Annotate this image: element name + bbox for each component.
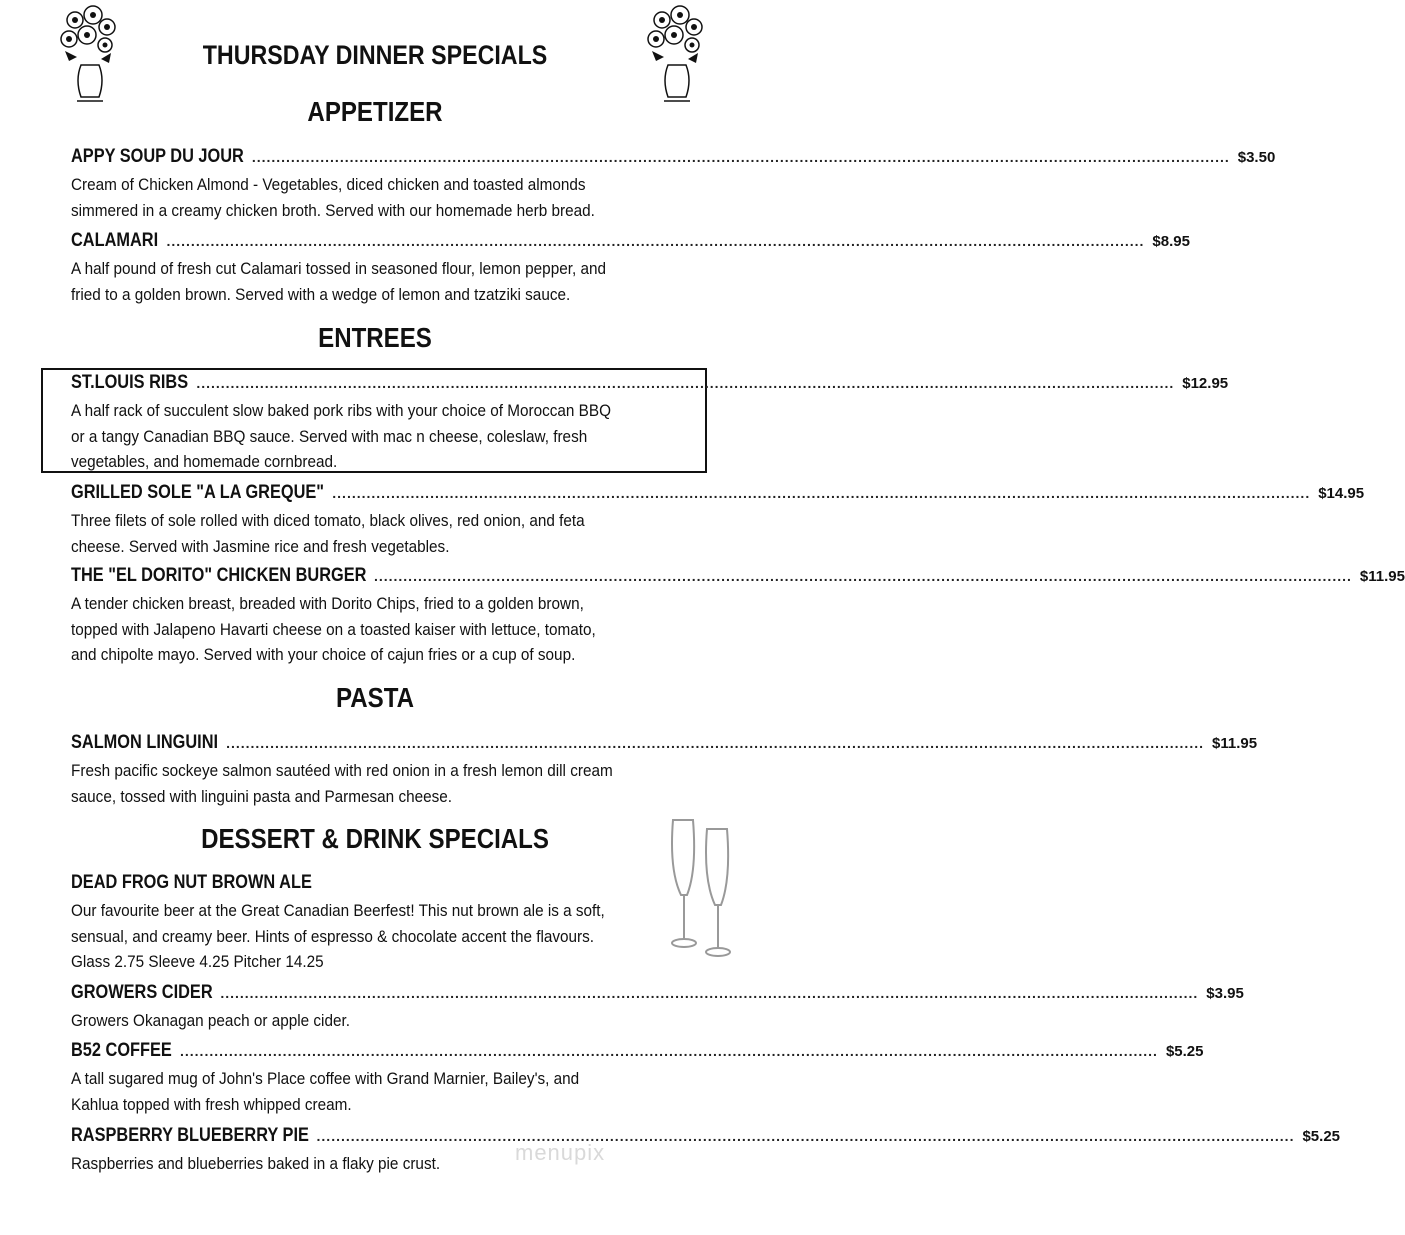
menu-item-name: DEAD FROG NUT BROWN ALE [71, 872, 312, 893]
dot-leader: ........................................................................................................................................................................................................ [332, 485, 1311, 501]
dot-leader: ........................................................................................................................................................................................................ [180, 1043, 1158, 1059]
description-line: sauce, tossed with linguini pasta and Parmesan cheese. [71, 786, 453, 806]
description-line: Growers Okanagan peach or apple cider. [71, 1011, 350, 1030]
menu-item-description [71, 898, 671, 975]
menu-item-name: GRILLED SOLE "A LA GREQUE" [71, 482, 325, 503]
menu-item-name: THE "EL DORITO" CHICKEN BURGER [71, 565, 367, 586]
description-line: A half rack of succulent slow baked pork ribs with your choice of Moroccan BBQ [71, 401, 611, 420]
description-line: Cream of Chicken Almond - Vegetables, diced chicken and toasted almonds [71, 175, 586, 194]
description-line: Our favourite beer at the Great Canadian Beerfest! This nut brown ale is a soft, [71, 901, 605, 920]
description-line: A tender chicken breast, breaded with Dorito Chips, fried to a golden brown, [71, 594, 584, 613]
menu-item-header [71, 1125, 1341, 1151]
menu-item-description [71, 1008, 671, 1034]
menu-item-description [71, 256, 671, 307]
description-line: Fresh pacific sockeye salmon sautéed with red onion in a fresh lemon dill cream [71, 761, 613, 780]
menu-item-description [71, 758, 671, 809]
menu-item-description [71, 508, 671, 559]
dot-leader: ........................................................................................................................................................................................................ [316, 1128, 1295, 1144]
dot-leader: ........................................................................................................................................................................................................ [373, 568, 1352, 584]
menu-item [71, 372, 1229, 475]
menu-item-name: B52 COFFEE [71, 1040, 172, 1061]
menu-item-price: $8.95 [1152, 233, 1190, 250]
menu-item-name: ST.LOUIS RIBS [71, 372, 189, 393]
description-line: Three filets of sole rolled with diced tomato, black olives, red onion, and feta [71, 511, 585, 530]
menu-item [71, 872, 711, 975]
menu-item-name: CALAMARI [71, 230, 159, 251]
menu-item [71, 982, 1244, 1034]
menu-item-header [71, 230, 1190, 256]
menu-item-header [71, 482, 1365, 508]
description-line: vegetables, and homemade cornbread. [71, 452, 338, 471]
menu-item [71, 1040, 1204, 1117]
description-line: and chipolte mayo. Served with your choice of cajun fries or a cup of soup. [71, 645, 576, 664]
section-heading-dessert-drink-specials: DESSERT & DRINK SPECIALS [201, 823, 549, 854]
menu-item-header [71, 565, 1405, 591]
menu-item-price: $12.95 [1182, 375, 1229, 392]
dot-leader: ........................................................................................................................................................................................................ [220, 985, 1199, 1001]
menu-item-description [71, 172, 671, 223]
menu-item [71, 146, 1276, 223]
menu-item-description [71, 398, 671, 475]
description-line: cheese. Served with Jasmine rice and fresh vegetables. [71, 536, 450, 556]
menu-item-price: $5.25 [1302, 1128, 1341, 1145]
description-line: A half pound of fresh cut Calamari tossed in seasoned flour, lemon pepper, and [71, 259, 606, 278]
menu-item-name: SALMON LINGUINI [71, 732, 219, 753]
menu-item-description [71, 591, 671, 668]
menu-item [71, 230, 1190, 307]
menu-item-price: $11.95 [1212, 735, 1258, 752]
watermark: menupix [515, 1140, 606, 1165]
menu-item [71, 732, 1258, 809]
menu-item-price: $3.95 [1206, 985, 1244, 1002]
menu-item-price: $3.50 [1237, 149, 1276, 166]
menu-item-name: GROWERS CIDER [71, 982, 213, 1003]
menu-item-header [71, 372, 1229, 398]
menu-item-header [71, 872, 711, 898]
description-line: or a tangy Canadian BBQ sauce. Served with mac n cheese, coleslaw, fresh [71, 426, 588, 446]
description-line: Glass 2.75 Sleeve 4.25 Pitcher 14.25 [71, 952, 324, 971]
description-line: Raspberries and blueberries baked in a flaky pie crust. [71, 1154, 441, 1173]
menu-item [71, 1125, 1341, 1177]
description-line: simmered in a creamy chicken broth. Served with our homemade herb bread. [71, 200, 595, 220]
menu-item [71, 482, 1365, 559]
dot-leader: ........................................................................................................................................................................................................ [166, 233, 1145, 249]
menu-item [71, 565, 1405, 668]
menu-item-name: APPY SOUP DU JOUR [71, 146, 244, 167]
description-line: sensual, and creamy beer. Hints of espresso & chocolate accent the flavours. [71, 926, 595, 946]
menu-item-name: RASPBERRY BLUEBERRY PIE [71, 1125, 309, 1146]
dot-leader: ........................................................................................................................................................................................................ [251, 149, 1230, 165]
menu-item-header [71, 732, 1258, 758]
menu-item-header [71, 1040, 1204, 1066]
section-heading-entrees: ENTREES [318, 322, 432, 353]
menu-item-description [71, 1066, 671, 1117]
menu-item-header [71, 982, 1244, 1008]
description-line: topped with Jalapeno Havarti cheese on a toasted kaiser with lettuce, tomato, [71, 619, 596, 639]
page-title: THURSDAY DINNER SPECIALS [202, 40, 548, 70]
description-line: fried to a golden brown. Served with a wedge of lemon and tzatziki sauce. [71, 284, 571, 304]
menu-item-price: $14.95 [1318, 485, 1365, 502]
menu-item-header [71, 146, 1276, 172]
dot-leader: ........................................................................................................................................................................................................ [226, 735, 1204, 751]
description-line: A tall sugared mug of John's Place coffee with Grand Marnier, Bailey's, and [71, 1069, 580, 1088]
section-heading-pasta: PASTA [335, 682, 415, 713]
menu-item-price: $11.95 [1359, 568, 1405, 585]
section-heading-appetizer: APPETIZER [307, 96, 443, 127]
dot-leader: ........................................................................................................................................................................................................ [196, 375, 1175, 391]
menu-item-price: $5.25 [1165, 1043, 1204, 1060]
description-line: Kahlua topped with fresh whipped cream. [71, 1094, 352, 1114]
